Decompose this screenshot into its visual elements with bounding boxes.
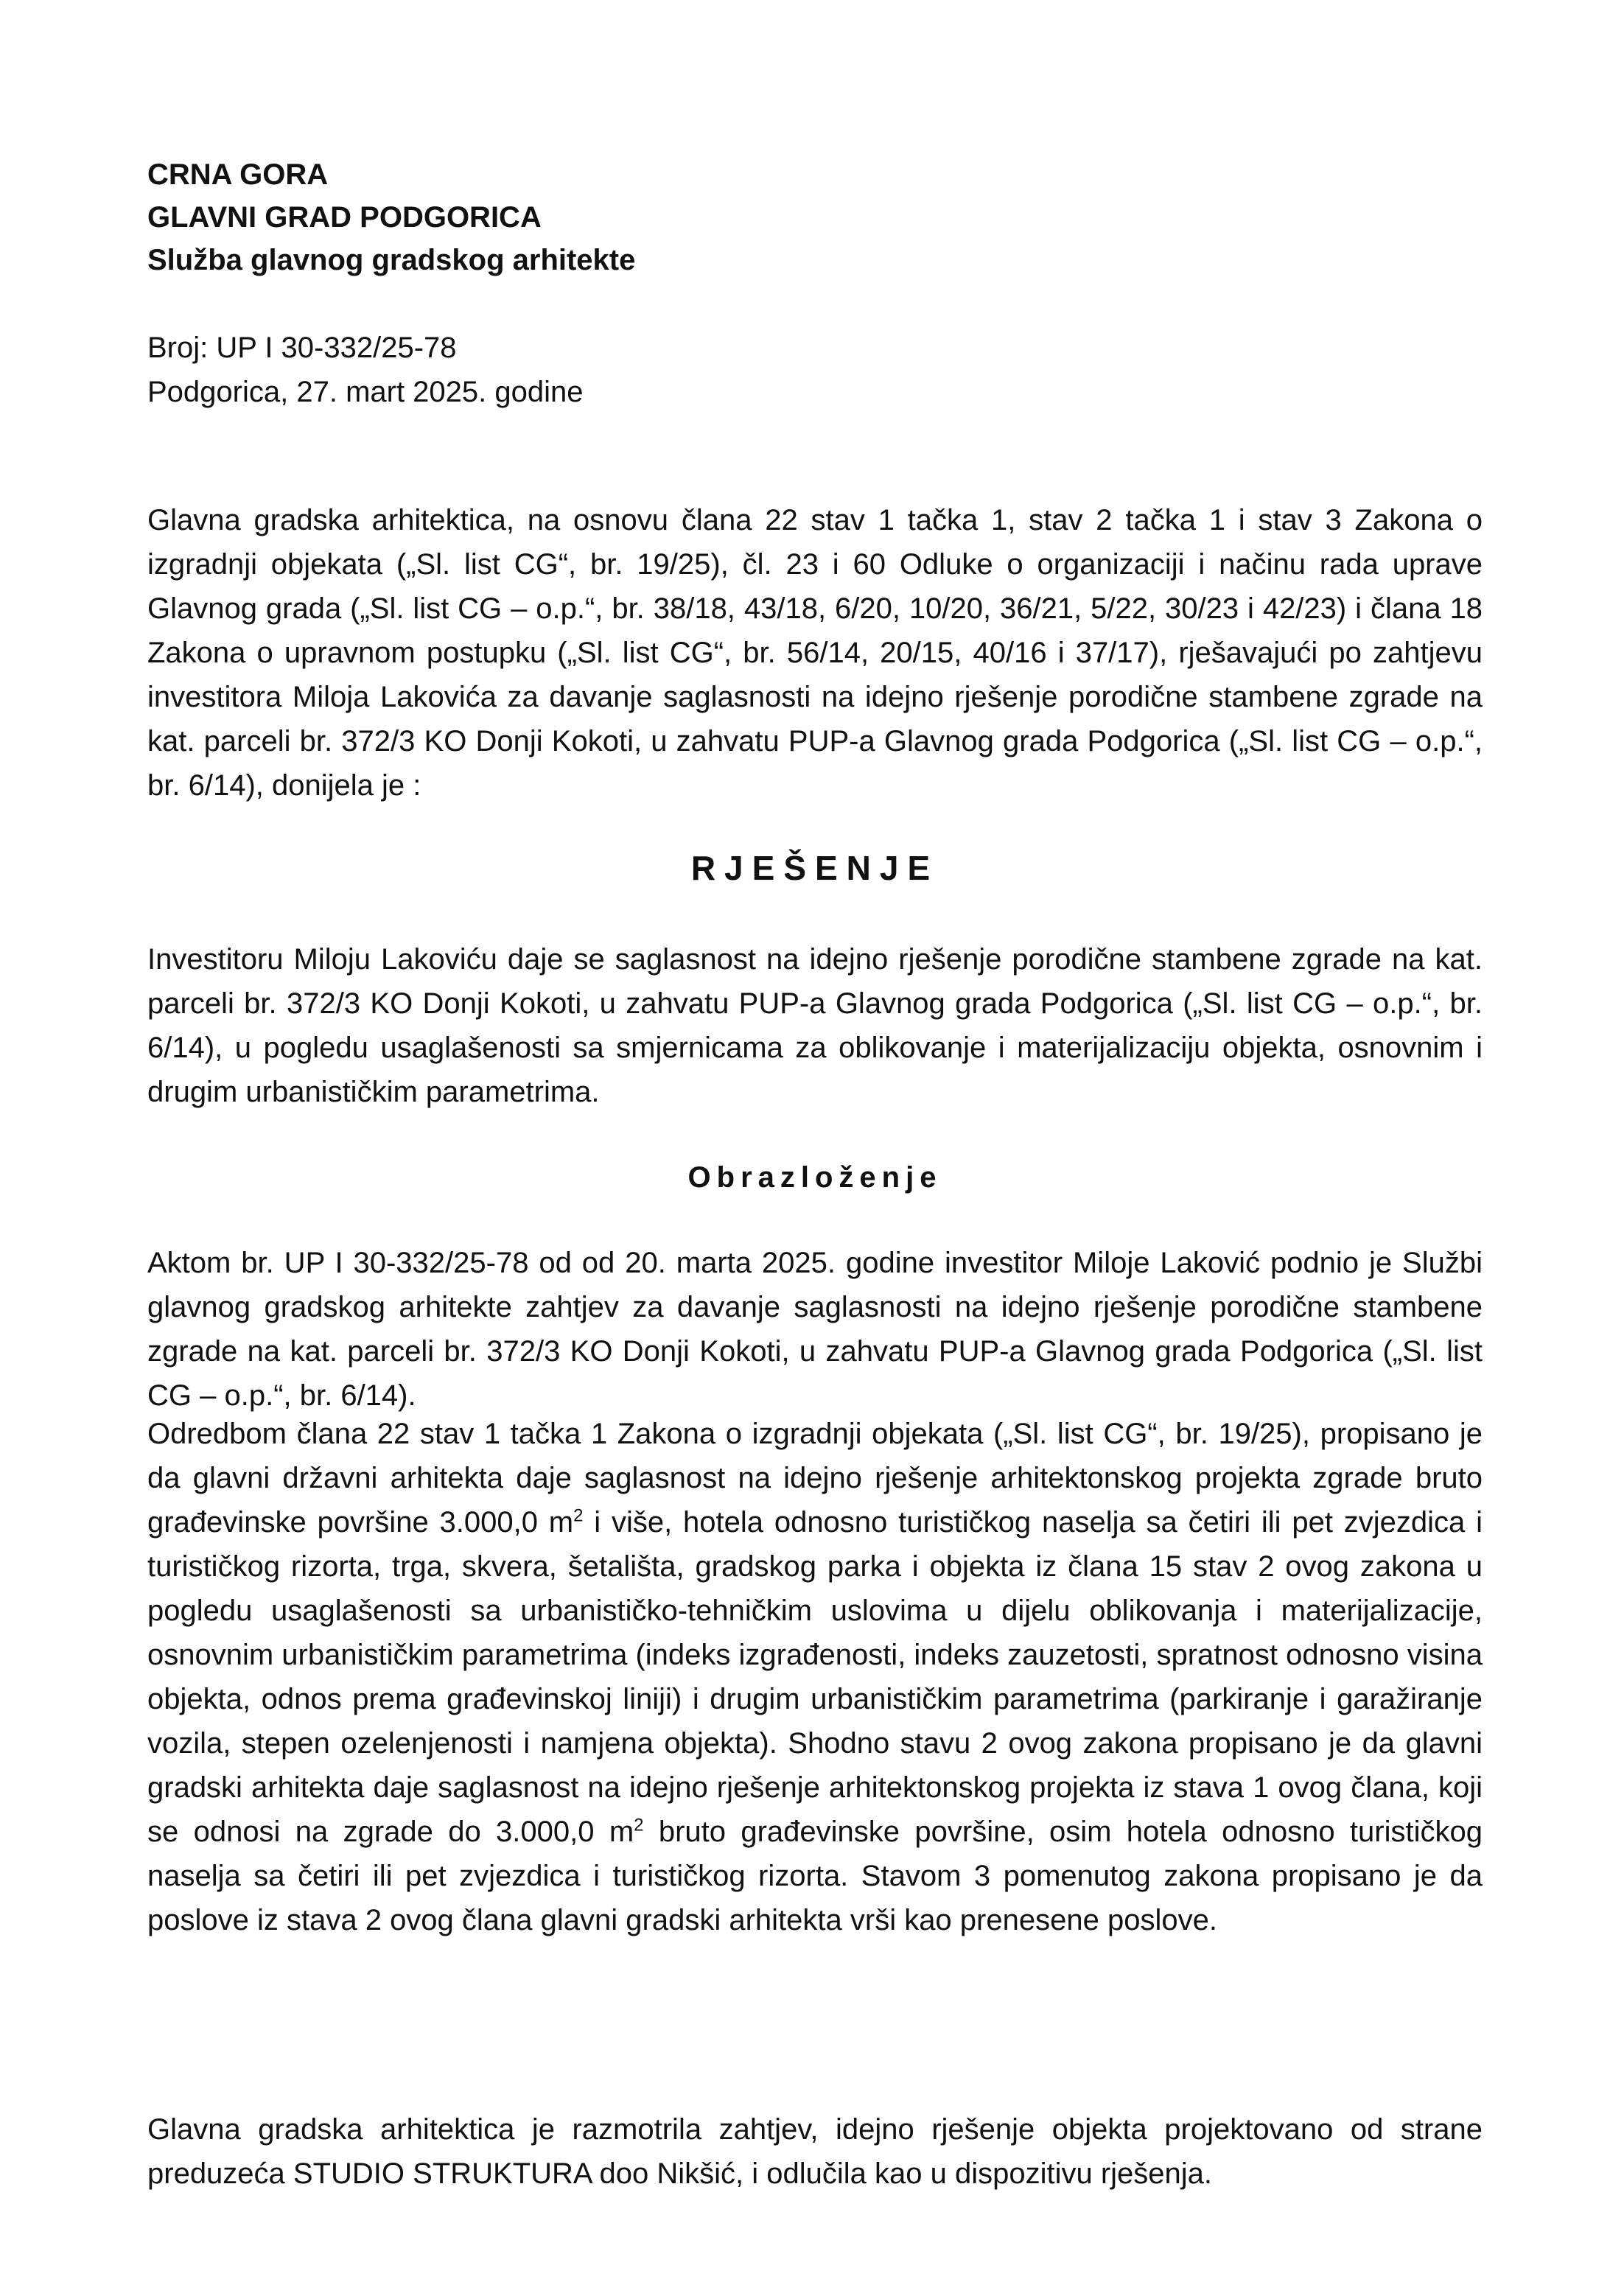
reasoning-paragraph-3: Glavna gradska arhitektica je razmotrila zahtjev, idejno rješenje objekta projektovano od strane preduzeća STUDIO STRUKTURA doo Nikšić, i odlučila kao u dispozitivu rješenja.	[147, 2113, 1483, 2190]
document-meta	[147, 326, 1483, 414]
superscript: 2	[634, 1815, 644, 1835]
reasoning-paragraph-1: Aktom br. UP I 30-332/25-78 od od 20. marta 2025. godine investitor Miloje Laković podnio je Službi glavnog gradskog arhitekte zahtjev za davanje saglasnosti na idejno rješenje porodične stambene zgrade na kat. parceli br. 372/3 KO Donji Kokoti, u zahvatu PUP-a Glavnog grada Podgorica („Sl. list CG – o.p.“, br. 6/14).	[147, 1247, 1483, 1412]
text: bruto građevinske površine, osim hotela odnosno turističkog naselja sa četiri ili pet zvjezdica i turističkog rizorta. Stavom 3 pomenutog zakona propisano je da poslove iz stava 2 ovog člana glavni gradski arhitekta vrši kao prenesene poslove.	[147, 1816, 1483, 1936]
document-date: Podgorica, 27. mart 2025. godine	[147, 376, 584, 408]
reasoning-title: Obrazloženje	[687, 1161, 942, 1194]
office: Služba glavnog gradskog arhitekte	[147, 244, 636, 276]
letterhead	[147, 153, 1483, 281]
city: GLAVNI GRAD PODGORICA	[147, 201, 542, 234]
reasoning-paragraph-2	[147, 1412, 1483, 1942]
decision-paragraph: Investitoru Miloju Lakoviću daje se saglasnost na idejno rješenje porodične stambene zgrade na kat. parceli br. 372/3 KO Donji Kokoti, u zahvatu PUP-a Glavnog grada Podgorica („Sl. list CG – o.p.“, br. 6/14), u pogledu usaglašenosti sa smjernicama za oblikovanje i materijalizaciju objekta, osnovnim i drugim urbanističkim parametrima.	[147, 943, 1483, 1108]
country: CRNA GORA	[147, 158, 329, 191]
intro-paragraph: Glavna gradska arhitektica, na osnovu člana 22 stav 1 tačka 1, stav 2 tačka 1 i stav 3 Zakona o izgradnji objekata („Sl. list CG“, br. 19/25), čl. 23 i 60 Odluke o organizaciji i načinu rada uprave Glavnog grada („Sl. list CG – o.p.“, br. 38/18, 43/18, 6/20, 10/20, 36/21, 5/22, 30/23 i 42/23) i člana 18 Zakona o upravnom postupku („Sl. list CG“, br. 56/14, 20/15, 40/16 i 37/17), rješavajući po zahtjevu investitora Miloja Lakovića za davanje saglasnosti na idejno rješenje porodične stambene zgrade na kat. parceli br. 372/3 KO Donji Kokoti, u zahvatu PUP-a Glavnog grada Podgorica („Sl. list CG – o.p.“, br. 6/14), donijela je :	[147, 504, 1483, 802]
decision-title: RJEŠENJE	[690, 849, 939, 887]
superscript: 2	[573, 1505, 584, 1526]
text: Odredbom člana 22 stav 1 tačka 1 Zakona o izgradnji objekata („Sl. list CG“, br. 19/25), propisano je da glavni državni arhitekta daje saglasnost na idejno rješenje arhitektonskog projekta zgrade bruto građevinske površine 3.000,0 m	[147, 1418, 1483, 1539]
text: i više, hotela odnosno turističkog naselja sa četiri ili pet zvjezdica i turističkog rizorta, trga, skvera, šetališta, gradskog parka i objekta iz člana 15 stav 2 ovog zakona u pogledu usaglašenosti sa urbanističko-tehničkim uslovima u dijelu oblikovanja i materijalizacije, osnovnim urbanističkim parametrima (indeks izgrađenosti, indeks zauzetosti, spratnost odnosno visina objekta, odnos prema građevinskoj liniji) i drugim urbanističkim parametrima (parkiranje i garažiranje vozila, stepen ozelenjenosti i namjena objekta). Shodno stavu 2 ovog zakona propisano je da glavni gradski arhitekta daje saglasnost na idejno rješenje arhitektonskog projekta iz stava 1 ovog člana, koji se odnosi na zgrade do 3.000,0 m	[147, 1506, 1483, 1848]
document-number: Broj: UP I 30-332/25-78	[147, 332, 457, 364]
